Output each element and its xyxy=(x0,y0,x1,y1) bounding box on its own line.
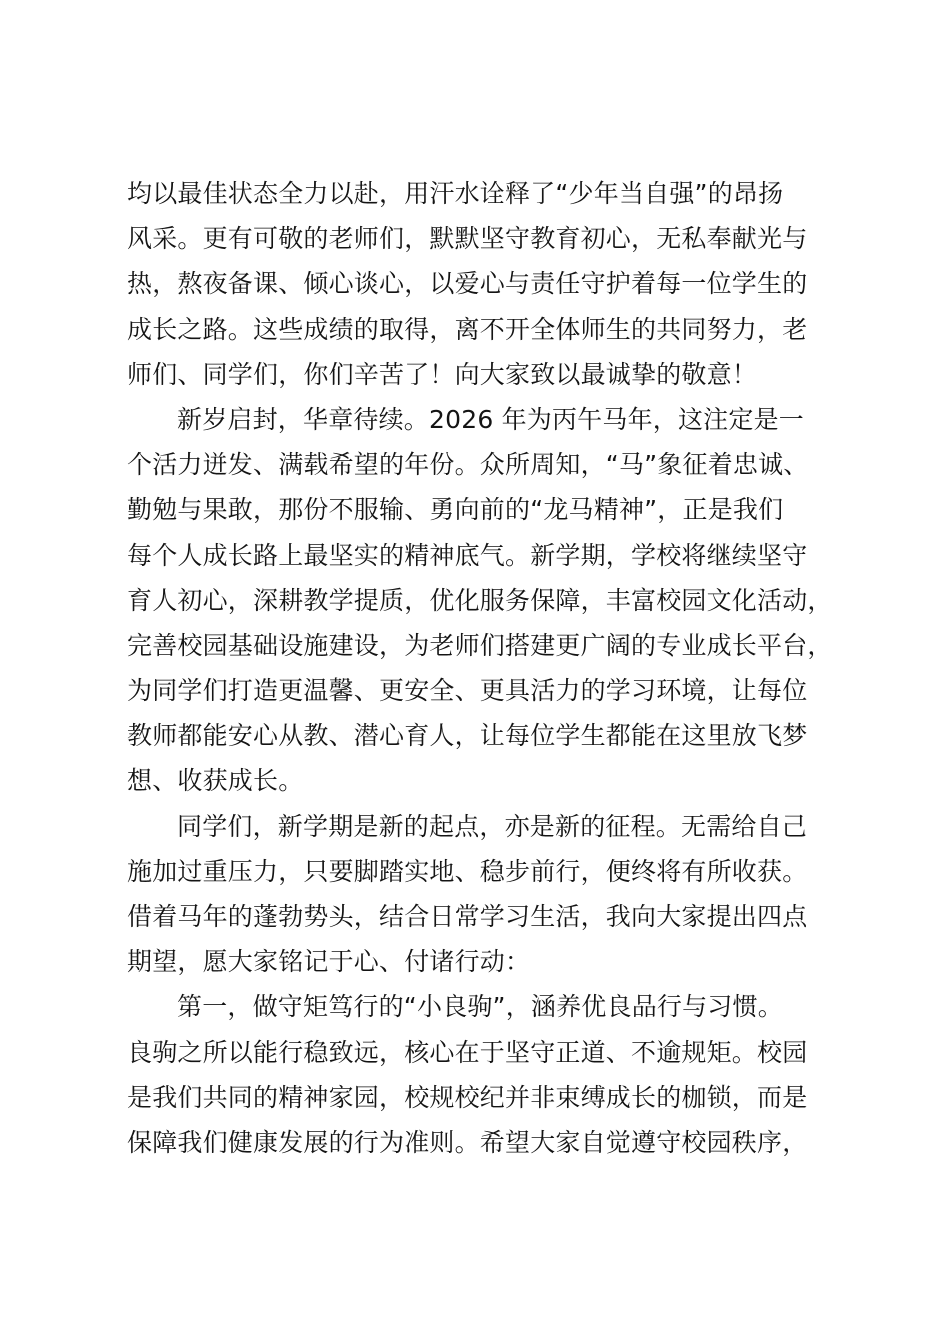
text-line: 热，熬夜备课、倾心谈心，以爱心与责任守护着每一位学生的 xyxy=(127,269,808,299)
text-line: 师们、同学们，你们辛苦了！向大家致以最诚挚的敬意！ xyxy=(127,359,758,389)
text-line: 个活力迸发、满载希望的年份。众所周知，“马”象征着忠诚、 xyxy=(127,450,809,480)
text-line: 为同学们打造更温馨、更安全、更具活力的学习环境，让每位 xyxy=(127,676,808,706)
text-line: 期望，愿大家铭记于心、付诸行动： xyxy=(127,947,531,977)
text-line: 完善校园基础设施建设，为老师们搭建更广阔的专业成长平台， xyxy=(127,630,833,660)
text-line: 成长之路。这些成绩的取得，离不开全体师生的共同努力，老 xyxy=(127,314,808,344)
text-line: 教师都能安心从教、潜心育人，让每位学生都能在这里放飞梦 xyxy=(127,721,808,751)
text-line: 风采。更有可敬的老师们，默默坚守教育初心，无私奉献光与 xyxy=(127,224,808,254)
text-line: 施加过重压力，只要脚踏实地、稳步前行，便终将有所收获。 xyxy=(127,856,808,886)
paragraph-2 xyxy=(127,397,847,804)
paragraph-4 xyxy=(127,984,847,1165)
text-line: 第一，做守矩笃行的“小良驹”，涵养优良品行与习惯。 xyxy=(177,992,783,1022)
text-line: 借着马年的蓬勃势头，结合日常学习生活，我向大家提出四点 xyxy=(127,902,808,931)
text-line: 每个人成长路上最坚实的精神底气。新学期，学校将继续坚守 xyxy=(127,540,808,570)
text-line: 勤勉与果敢，那份不服输、勇向前的“龙马精神”，正是我们 xyxy=(127,495,784,525)
text-line: 新岁启封，华章待续。2026 年为丙午马年，这注定是一 xyxy=(177,404,804,434)
text-line: 育人初心，深耕教学提质，优化服务保障，丰富校园文化活动， xyxy=(127,585,833,615)
text-line: 良驹之所以能行稳致远，核心在于坚守正道、不逾规矩。校园 xyxy=(127,1037,808,1067)
text-line: 想、收获成长。 xyxy=(127,766,304,796)
text-line: 同学们，新学期是新的起点，亦是新的征程。无需给自己 xyxy=(177,811,808,841)
paragraph-1 xyxy=(127,171,847,397)
text-line: 保障我们健康发展的行为准则。希望大家自觉遵守校园秩序， xyxy=(127,1127,808,1157)
text-line: 均以最佳状态全力以赴，用汗水诠释了“少年当自强”的昂扬 xyxy=(127,179,784,208)
document-body xyxy=(127,171,847,1165)
text-line: 是我们共同的精神家园，校规校纪并非束缚成长的枷锁，而是 xyxy=(127,1082,808,1112)
paragraph-3 xyxy=(127,804,847,985)
